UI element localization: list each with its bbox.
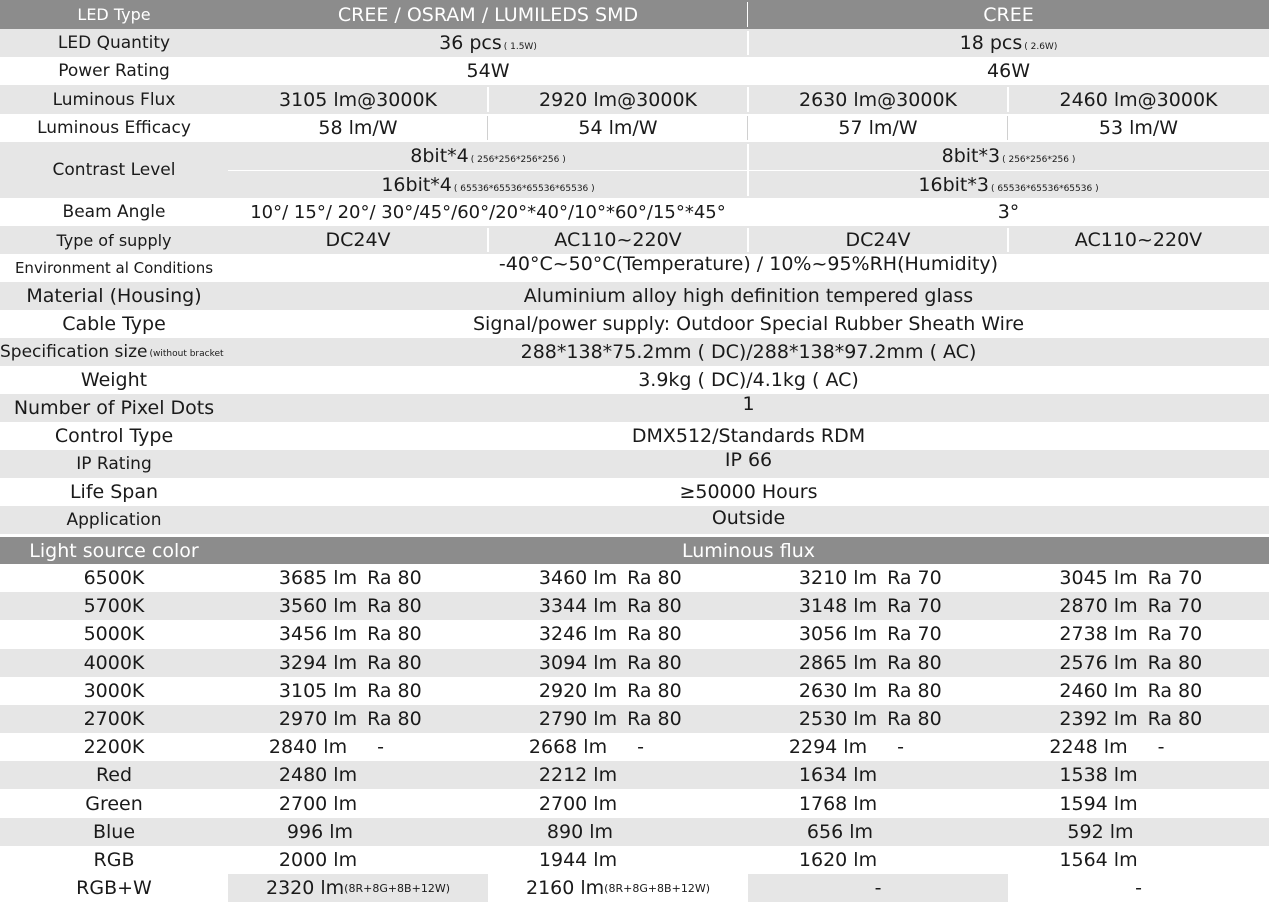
value-text: 16bit*4 (381, 173, 452, 196)
flux-lumens: 996 lm (286, 821, 353, 843)
power-rating-left: 54W (466, 60, 510, 82)
flux-cell (748, 818, 1008, 846)
flux-lumens: 2576 lm (1059, 652, 1138, 674)
flux-cell (748, 846, 1008, 874)
flux-cell (748, 790, 1008, 818)
flux-cell (748, 620, 1008, 648)
value-text: 2160 lm (525, 877, 605, 899)
row-label: Beam Angle (62, 202, 166, 222)
flux-cell (748, 733, 1008, 761)
row-life-span (0, 478, 1269, 506)
contrast-left-2 (228, 170, 748, 198)
led-type-right: CREE (748, 0, 1269, 29)
value-text: 36 pcs (439, 32, 502, 54)
flux-ra: Ra 70 (887, 595, 942, 617)
rgbw-cell-1 (228, 874, 488, 902)
row-rgbw (0, 874, 1269, 902)
ip-rating-value: IP 66 (724, 449, 773, 471)
flux-cell (228, 733, 488, 761)
flux-cell (1008, 733, 1269, 761)
flux-cell (228, 818, 488, 846)
flux-cell (488, 564, 748, 592)
power-rating-right: 46W (987, 60, 1030, 82)
supply-4: AC110~220V (1074, 229, 1203, 251)
efficacy-1: 58 lm/W (318, 117, 398, 139)
flux-row (0, 846, 1269, 874)
flux-lumens: 2460 lm (1059, 680, 1138, 702)
flux-lumens: 2668 lm (528, 736, 608, 758)
beam-angle-left: 10°/ 15°/ 20°/ 30°/45°/60°/20°*40°/10°*60°/15°*45° (250, 201, 726, 223)
flux-cell (1008, 620, 1269, 648)
flux-lumens: 3344 lm (538, 595, 618, 617)
flux-ra: - (1157, 736, 1165, 758)
efficacy-4: 53 lm/W (1098, 117, 1179, 139)
flux-cell (228, 790, 488, 818)
row-label: Luminous Efficacy (37, 118, 191, 138)
pixel-dots-value: 1 (742, 393, 755, 415)
flux-cell (488, 790, 748, 818)
flux-row-label: 4000K (83, 652, 145, 674)
flux-ra: Ra 80 (367, 595, 422, 617)
supply-2: AC110~220V (554, 229, 682, 251)
control-type-value: DMX512/Standards RDM (631, 425, 866, 447)
flux-ra: Ra 80 (627, 623, 682, 645)
beam-angle-right: 3° (997, 201, 1020, 223)
flux-cell (228, 846, 488, 874)
row-label: IP Rating (76, 454, 152, 474)
row-label: Environment al Conditions (14, 259, 214, 277)
flux-lumens: 2920 lm (538, 680, 618, 702)
row-luminous-efficacy (0, 114, 1269, 142)
luminous-flux-2: 2920 lm@3000K (539, 88, 697, 111)
value-text: 18 pcs (959, 32, 1023, 54)
flux-lumens: 2392 lm (1059, 708, 1138, 730)
flux-ra: Ra 70 (1147, 623, 1203, 645)
flux-ra: Ra 80 (887, 680, 942, 702)
value-note: ( 2.6W) (1024, 42, 1058, 52)
flux-row (0, 677, 1269, 705)
flux-ra: Ra 80 (627, 567, 682, 589)
flux-ra: Ra 80 (627, 652, 682, 674)
flux-row (0, 818, 1269, 846)
row-cable-type (0, 310, 1269, 338)
flux-lumens: 3148 lm (798, 595, 878, 617)
flux-row (0, 564, 1269, 592)
flux-lumens: 2630 lm (798, 680, 878, 702)
flux-ra: Ra 80 (627, 680, 682, 702)
flux-ra: - (897, 736, 904, 758)
flux-cell (228, 592, 488, 620)
flux-cell (488, 649, 748, 677)
row-material (0, 282, 1269, 310)
value-text: 2320 lm (265, 877, 345, 899)
row-label: Application (66, 510, 162, 530)
rgbw-cell-2 (488, 874, 748, 902)
flux-lumens: 3685 lm (278, 567, 358, 589)
row-label: Number of Pixel Dots (13, 397, 215, 419)
value-text: 8bit*3 (941, 145, 1001, 167)
flux-cell (228, 564, 488, 592)
flux-cell (488, 677, 748, 705)
value-note: (8R+8G+8B+12W) (604, 881, 710, 895)
flux-cell (488, 846, 748, 874)
flux-lumens: 2530 lm (798, 708, 878, 730)
flux-lumens: 2738 lm (1059, 623, 1138, 645)
flux-cell (488, 733, 748, 761)
flux-lumens: 1768 lm (798, 793, 878, 815)
flux-row-label: Red (95, 764, 133, 786)
rgbw-cell-4: - (1135, 877, 1142, 899)
flux-cell (488, 620, 748, 648)
flux-ra: Ra 80 (887, 708, 942, 730)
flux-row-label: 5700K (83, 595, 145, 617)
flux-cell (1008, 846, 1269, 874)
luminous-flux-1: 3105 lm@3000K (279, 88, 437, 111)
flux-cell (748, 761, 1008, 789)
flux-cell (1008, 564, 1269, 592)
flux-lumens: 2790 lm (538, 708, 618, 730)
luminous-flux-4: 2460 lm@3000K (1059, 88, 1218, 111)
row-label: Control Type (54, 425, 174, 447)
flux-cell (1008, 677, 1269, 705)
row-spec-size (0, 338, 1269, 366)
value-note: ( 256*256*256 ) (1002, 155, 1076, 165)
row-beam-angle (0, 198, 1269, 226)
flux-lumens: 3294 lm (278, 652, 358, 674)
flux-cell (1008, 705, 1269, 733)
flux-lumens: 1538 lm (1059, 764, 1138, 786)
row-label: Life Span (69, 481, 159, 503)
flux-row-label: 5000K (83, 623, 145, 645)
value-text: 16bit*3 (918, 173, 989, 196)
flux-header-row (0, 537, 1269, 564)
flux-ra: - (637, 736, 644, 758)
efficacy-2: 54 lm/W (578, 117, 658, 139)
row-label: LED Type (0, 0, 228, 29)
flux-lumens: 2970 lm (278, 708, 358, 730)
value-note: ( 256*256*256*256 ) (470, 155, 566, 165)
flux-cell (748, 677, 1008, 705)
flux-cell (488, 818, 748, 846)
row-label: Cable Type (62, 313, 166, 335)
flux-row (0, 649, 1269, 677)
flux-ra: - (377, 736, 384, 758)
led-quantity-right (748, 29, 1269, 57)
flux-row (0, 733, 1269, 761)
flux-lumens: 3456 lm (278, 623, 358, 645)
flux-lumens: 1620 lm (798, 849, 878, 871)
flux-ra: Ra 70 (887, 567, 942, 589)
flux-cell (748, 705, 1008, 733)
flux-ra: Ra 70 (1147, 595, 1203, 617)
flux-ra: Ra 80 (367, 623, 422, 645)
flux-cell (228, 761, 488, 789)
weight-value: 3.9kg ( DC)/4.1kg ( AC) (638, 369, 859, 391)
value-note: (8R+8G+8B+12W) (344, 881, 450, 895)
row-label: Luminous Flux (52, 89, 176, 110)
flux-lumens: 2212 lm (538, 764, 618, 786)
flux-row-label: RGB (93, 849, 135, 871)
row-label: RGB+W (76, 877, 152, 899)
flux-cell (1008, 649, 1269, 677)
value-text: 8bit*4 (410, 145, 469, 167)
flux-lumens: 2840 lm (268, 736, 348, 758)
flux-lumens: 2000 lm (278, 849, 358, 871)
flux-ra: Ra 80 (1147, 680, 1203, 702)
row-led-quantity (0, 29, 1269, 57)
flux-cell (1008, 592, 1269, 620)
flux-cell (748, 592, 1008, 620)
flux-row (0, 705, 1269, 733)
contrast-left-1 (228, 142, 748, 170)
flux-row (0, 620, 1269, 648)
flux-ra: Ra 80 (627, 595, 682, 617)
flux-lumens: 890 lm (546, 821, 613, 843)
rgbw-cell-3: - (748, 874, 1008, 902)
material-value: Aluminium alloy high definition tempered glass (523, 285, 974, 307)
value-note: ( 65536*65536*65536 ) (990, 183, 1099, 194)
flux-cell (1008, 761, 1269, 789)
label-text: Specification size (0, 342, 148, 362)
life-span-value: ≥50000 Hours (679, 481, 818, 503)
row-application (0, 506, 1269, 534)
flux-lumens: 3056 lm (798, 623, 878, 645)
flux-cell (488, 761, 748, 789)
flux-ra: Ra 80 (367, 652, 422, 674)
flux-lumens: 1564 lm (1059, 849, 1138, 871)
flux-lumens: 3246 lm (538, 623, 618, 645)
flux-row (0, 790, 1269, 818)
flux-cell (228, 705, 488, 733)
row-contrast-level (0, 142, 1269, 198)
flux-cell (748, 564, 1008, 592)
flux-lumens: 1594 lm (1059, 793, 1138, 815)
flux-row-label: Green (85, 793, 143, 815)
efficacy-3: 57 lm/W (838, 117, 918, 139)
flux-ra: Ra 80 (627, 708, 682, 730)
flux-row (0, 592, 1269, 620)
row-led-type (0, 0, 1269, 29)
value-note: ( 65536*65536*65536*65536 ) (453, 183, 595, 194)
flux-lumens: 2294 lm (788, 736, 868, 758)
flux-lumens: 3210 lm (798, 567, 878, 589)
row-label (0, 338, 228, 366)
luminous-flux-3: 2630 lm@3000K (799, 88, 957, 111)
flux-header-value: Luminous flux (682, 539, 815, 562)
flux-lumens: 2700 lm (278, 793, 358, 815)
flux-ra: Ra 70 (1147, 567, 1203, 589)
flux-lumens: 3560 lm (278, 595, 358, 617)
flux-ra: Ra 80 (367, 680, 422, 702)
flux-ra: Ra 80 (1147, 652, 1203, 674)
flux-cell (748, 649, 1008, 677)
flux-lumens: 2865 lm (798, 652, 878, 674)
row-label: LED Quantity (57, 33, 171, 53)
flux-lumens: 592 lm (1067, 821, 1134, 843)
row-luminous-flux (0, 85, 1269, 114)
flux-ra: Ra 70 (887, 623, 942, 645)
flux-lumens: 2700 lm (538, 793, 618, 815)
flux-cell (228, 677, 488, 705)
flux-row-label: 3000K (83, 680, 145, 702)
row-ip-rating (0, 450, 1269, 478)
supply-3: DC24V (845, 229, 911, 251)
flux-lumens: 3460 lm (538, 567, 618, 589)
row-label: Material (Housing) (26, 285, 202, 307)
row-label: Type of supply (56, 230, 172, 250)
flux-cell (1008, 790, 1269, 818)
flux-lumens: 3045 lm (1059, 567, 1138, 589)
flux-lumens: 2870 lm (1059, 595, 1138, 617)
spec-size-value: 288*138*75.2mm ( DC)/288*138*97.2mm ( AC) (520, 341, 977, 363)
row-pixel-dots (0, 394, 1269, 422)
flux-lumens: 656 lm (806, 821, 873, 843)
flux-row-label: 2700K (83, 708, 145, 730)
row-power-rating (0, 57, 1269, 85)
environment-value: -40°C~50°C(Temperature) / 10%~95%RH(Humidity) (498, 253, 999, 275)
flux-ra: Ra 80 (367, 708, 422, 730)
flux-cell (228, 649, 488, 677)
flux-row-label: Blue (92, 821, 136, 843)
row-label: Power Rating (58, 61, 170, 81)
contrast-right-2 (748, 170, 1269, 198)
value-note: ( 1.5W) (503, 42, 537, 52)
label-note: (without bracket (149, 349, 224, 359)
led-type-left: CREE / OSRAM / LUMILEDS SMD (228, 0, 748, 29)
flux-ra: Ra 80 (1147, 708, 1203, 730)
flux-lumens: 3094 lm (538, 652, 618, 674)
flux-cell (1008, 818, 1269, 846)
flux-cell (488, 705, 748, 733)
row-label: Contrast Level (52, 160, 176, 180)
flux-lumens: 2248 lm (1049, 736, 1128, 758)
flux-cell (228, 620, 488, 648)
flux-row (0, 761, 1269, 789)
flux-lumens: 1634 lm (798, 764, 878, 786)
supply-1: DC24V (325, 229, 391, 251)
flux-lumens: 1944 lm (538, 849, 618, 871)
row-environment (0, 254, 1269, 282)
flux-header-label: Light source color (29, 539, 199, 562)
contrast-right-1 (748, 142, 1269, 170)
flux-ra: Ra 80 (887, 652, 942, 674)
application-value: Outside (711, 507, 786, 529)
flux-row-label: 2200K (83, 736, 145, 758)
row-label: Weight (80, 369, 148, 391)
flux-lumens: 2480 lm (278, 764, 358, 786)
flux-ra: Ra 80 (367, 567, 422, 589)
flux-lumens: 3105 lm (278, 680, 358, 702)
flux-row-label: 6500K (83, 567, 145, 589)
flux-cell (488, 592, 748, 620)
cable-type-value: Signal/power supply: Outdoor Special Rubber Sheath Wire (472, 313, 1025, 335)
led-quantity-left (228, 29, 748, 57)
